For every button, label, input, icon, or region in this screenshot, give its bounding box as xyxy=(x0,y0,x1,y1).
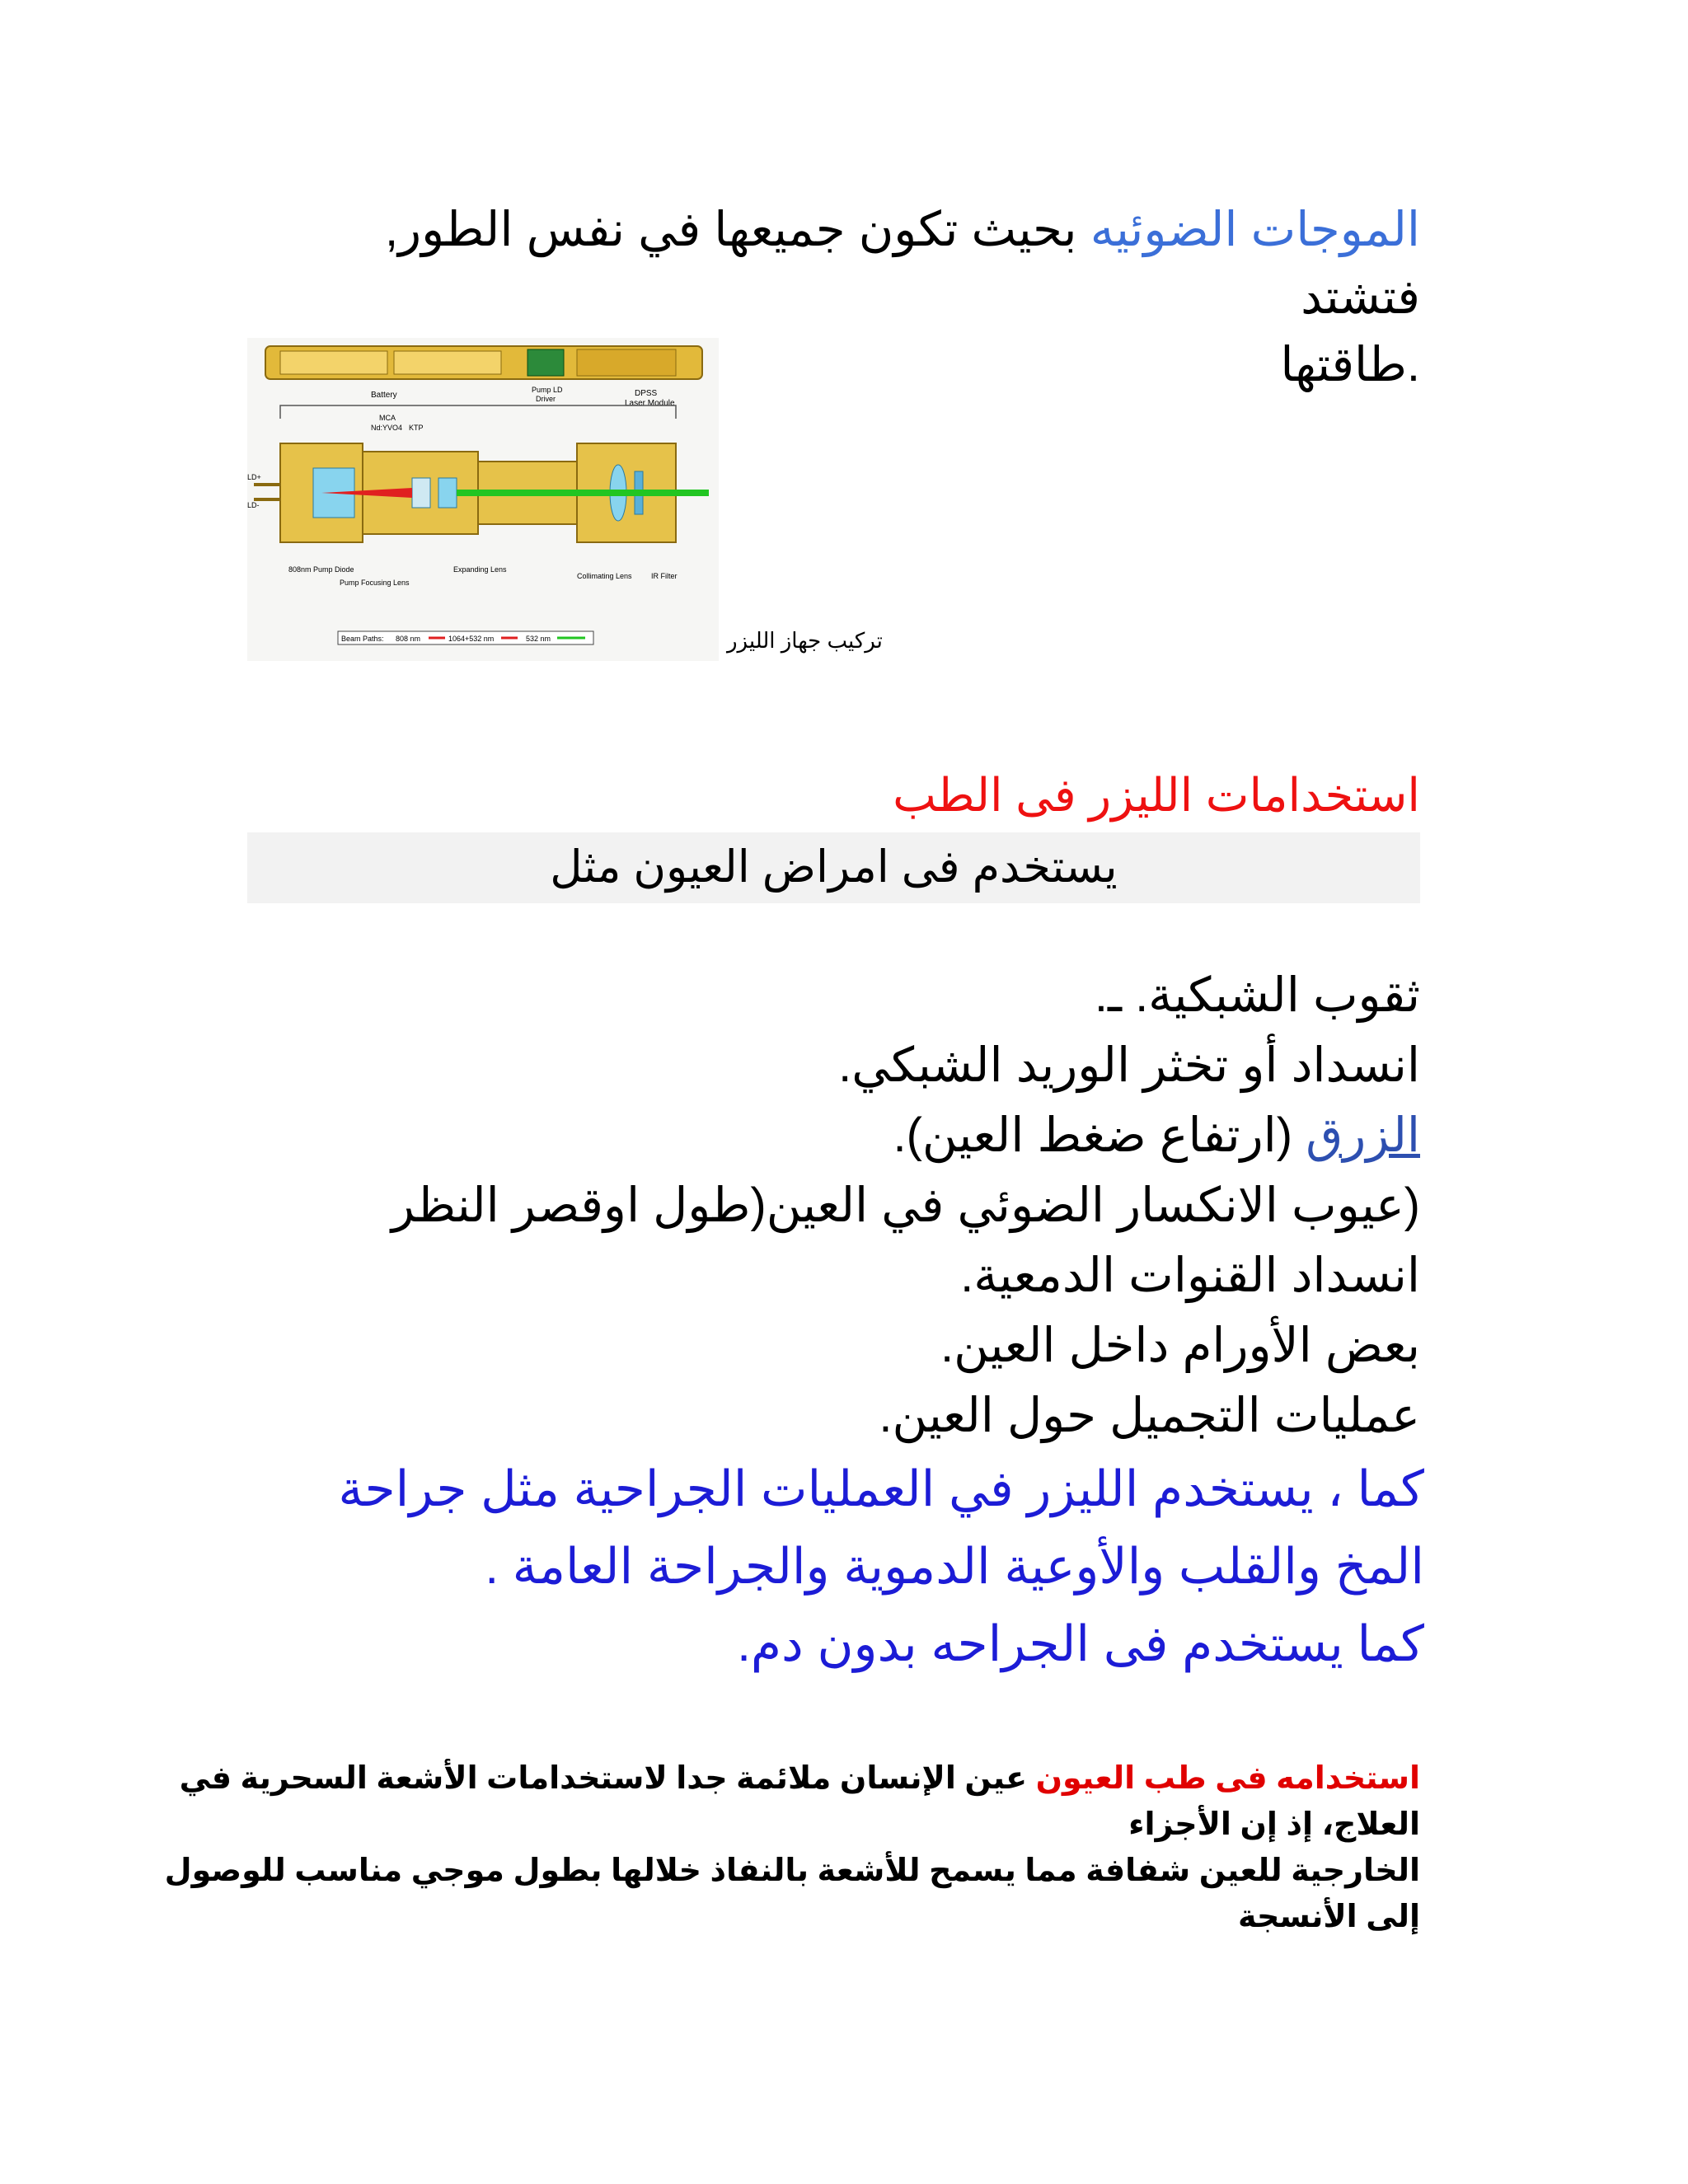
battery-cell-2 xyxy=(394,351,501,374)
eye-med-heading: استخدامه فى طب العيون xyxy=(1035,1761,1420,1796)
intro-highlight: الموجات الضوئيه xyxy=(1090,203,1420,256)
section-title: استخدامات الليزر فى الطب xyxy=(893,769,1420,821)
laser-module-top xyxy=(577,349,676,376)
list-item: عمليات التجميل حول العين. xyxy=(879,1389,1420,1442)
eye-med-line-2: العلاج، إذ إن الأجزاء xyxy=(1128,1807,1420,1842)
list-item: (عيوب الانكسار الضوئي في العين(طول اوقصر النظر xyxy=(391,1179,1420,1232)
intro-line-1 xyxy=(266,196,1420,331)
list-item-text: (ارتفاع ضغط العين). xyxy=(893,1108,1306,1162)
label-mca: MCA xyxy=(379,414,396,422)
label-pump-diode: 808nm Pump Diode xyxy=(288,565,354,574)
band-text: يستخدم فى امراض العيون مثل xyxy=(550,842,1118,892)
laser-diagram-svg xyxy=(247,338,719,661)
eye-med-text: عين الإنسان ملائمة جدا لاستخدامات الأشعة السحرية في xyxy=(179,1761,1036,1796)
legend-beam-paths: Beam Paths: xyxy=(341,635,384,643)
surgery-line-2: المخ والقلب والأوعية الدموية والجراحة العامة . xyxy=(485,1539,1424,1594)
label-ld-plus: LD+ xyxy=(247,473,261,481)
eye-medicine-paragraph xyxy=(164,1755,1420,1940)
list-item: ثقوب الشبكية. ـ. xyxy=(1094,968,1420,1022)
eye-med-line-1 xyxy=(179,1755,1420,1802)
driver-board xyxy=(528,349,564,376)
nd-crystal xyxy=(412,478,430,508)
battery-cell-1 xyxy=(280,351,387,374)
label-collimating: Collimating Lens xyxy=(577,572,632,580)
figure-caption: تركيب جهاز الليزر xyxy=(727,628,883,653)
list-item: انسداد أو تخثر الوريد الشبكي. xyxy=(838,1038,1420,1092)
list-item xyxy=(184,1100,1420,1170)
eye-med-line-3: الخارجية للعين شفافة مما يسمح للأشعة بالنفاذ خلالها بطول موجي مناسب للوصول xyxy=(164,1854,1420,1888)
surgery-line-1: كما ، يستخدم الليزر في العمليات الجراحية مثل جراحة xyxy=(338,1461,1424,1516)
list-item: انسداد القنوات الدمعية. xyxy=(960,1249,1420,1302)
label-laser-module: Laser Module xyxy=(625,399,675,408)
ktp-crystal xyxy=(438,478,457,508)
legend-532: 532 nm xyxy=(526,635,551,643)
laser-diagram xyxy=(247,338,719,661)
list-item: بعض الأورام داخل العين. xyxy=(940,1319,1420,1372)
label-pump-focusing: Pump Focusing Lens xyxy=(340,579,410,587)
legend-1064: 1064+532 nm xyxy=(448,635,495,643)
intro-rest: بحيث تكون جميعها في نفس الطور, فتشتد xyxy=(385,203,1420,324)
label-ndyvo4: Nd:YVO4 xyxy=(371,424,403,432)
surgery-line-3: كما يستخدم فى الجراحه بدون دم. xyxy=(737,1616,1424,1671)
label-pump-ld: Pump LD xyxy=(532,386,563,394)
label-battery: Battery xyxy=(371,391,397,400)
label-ktp: KTP xyxy=(409,424,424,432)
intro-line-2: .طاقتها xyxy=(1280,338,1420,391)
highlight-band xyxy=(247,832,1420,903)
eye-diseases-list xyxy=(184,960,1420,1451)
label-expanding: Expanding Lens xyxy=(453,565,507,574)
legend-808: 808 nm xyxy=(396,635,421,643)
glaucoma-link[interactable]: الزرق xyxy=(1306,1108,1420,1162)
eye-med-line-4: إلى الأنسجة xyxy=(1238,1900,1420,1934)
surgery-paragraph xyxy=(188,1451,1424,1683)
label-driver: Driver xyxy=(536,395,556,403)
label-ir-filter: IR Filter xyxy=(651,572,678,580)
label-dpss: DPSS xyxy=(635,389,658,398)
label-ld-minus: LD- xyxy=(247,501,260,509)
